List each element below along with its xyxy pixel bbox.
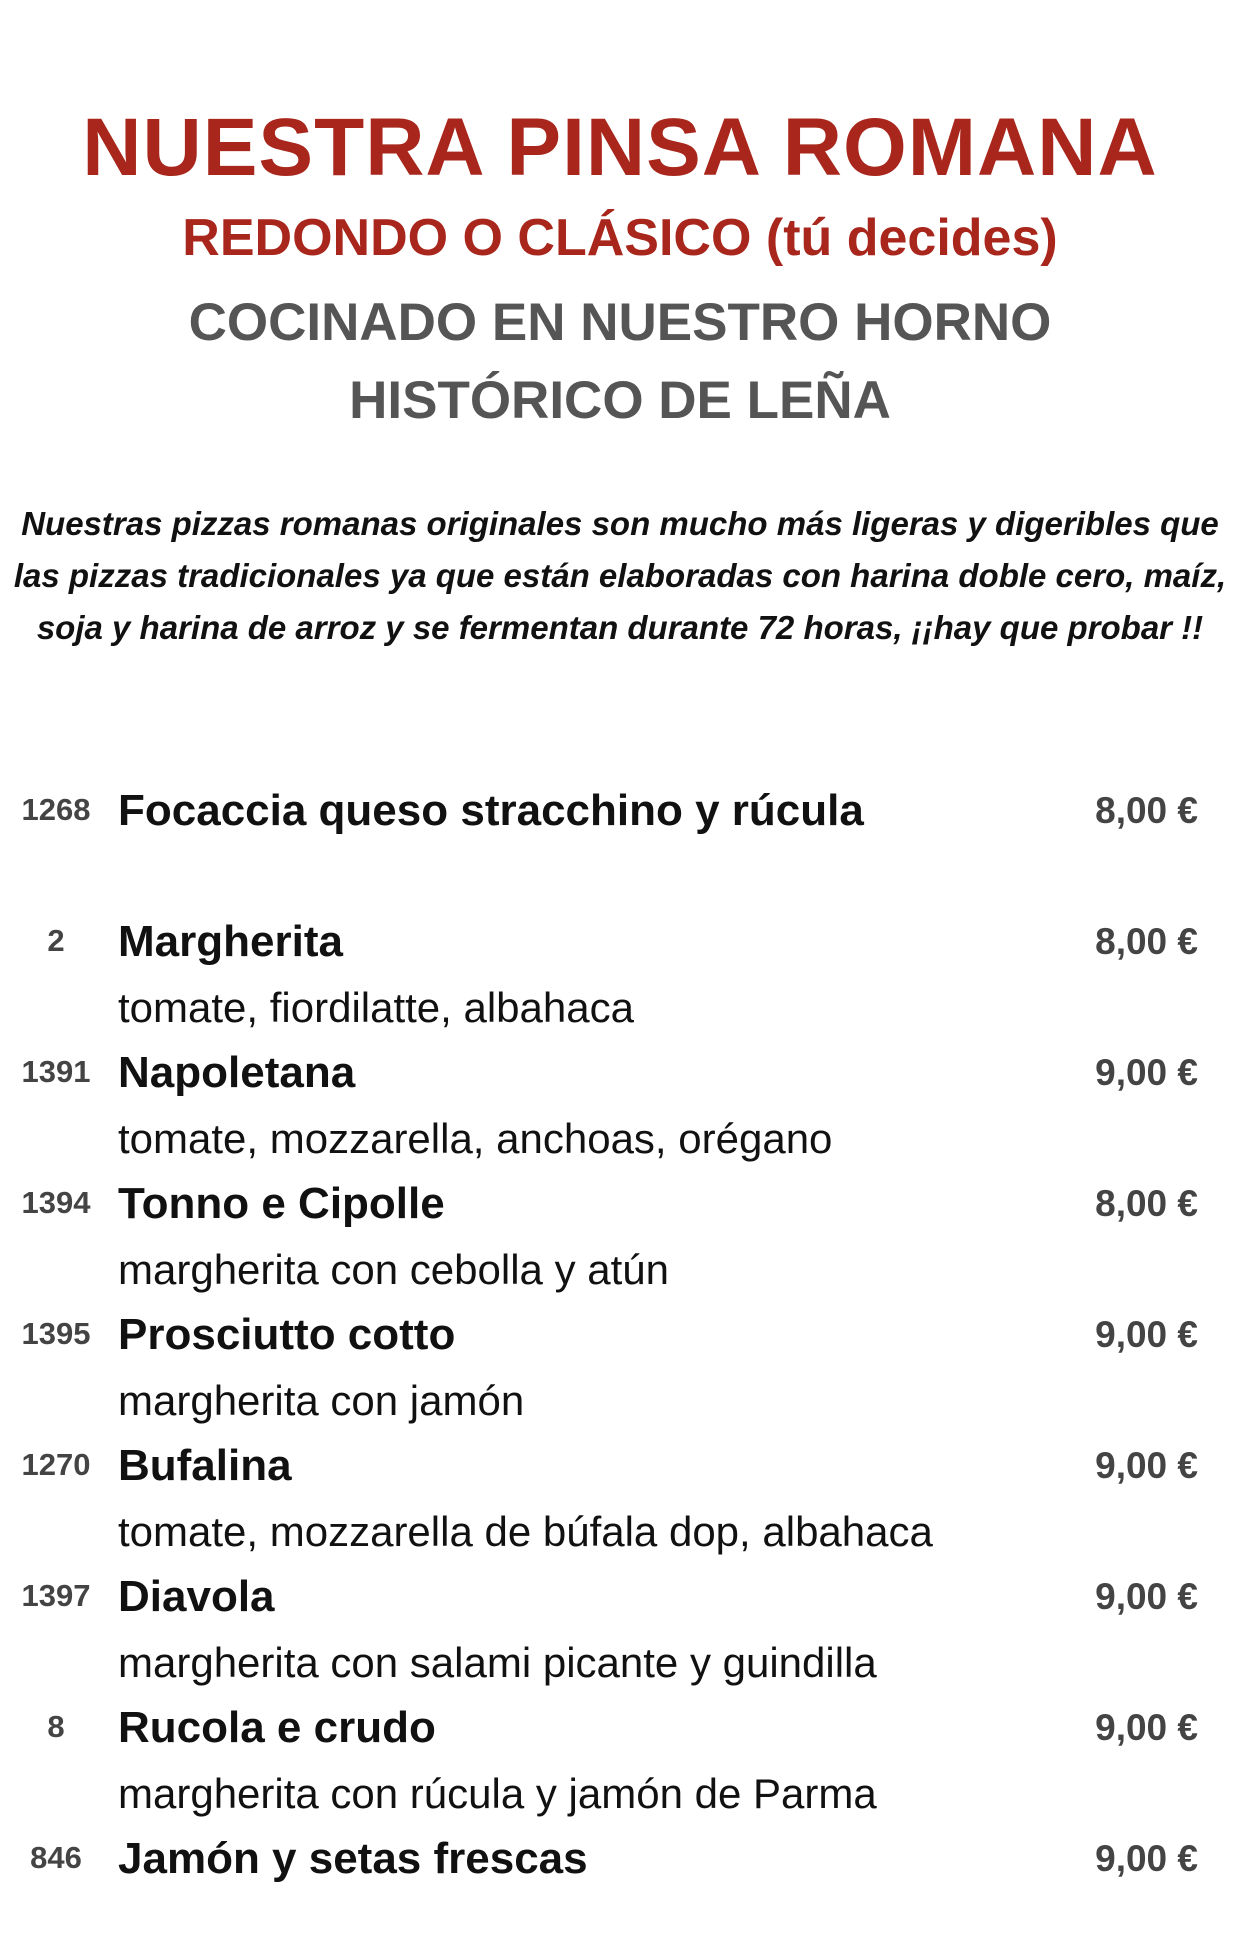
item-price: 9,00 € (1095, 1314, 1198, 1355)
item-description: tomate, mozzarella, anchoas, orégano (118, 1115, 833, 1162)
item-price: 8,00 € (1095, 921, 1198, 962)
item-name: Napoletana (118, 1048, 356, 1097)
page-subtitle: REDONDO O CLÁSICO (tú decides) (182, 209, 1058, 267)
item-code: 1395 (21, 1316, 91, 1351)
item-name: Jamón y setas frescas (118, 1834, 588, 1883)
item-price: 9,00 € (1095, 1707, 1198, 1748)
item-code: 1391 (21, 1054, 91, 1089)
item-description: margherita con jamón (118, 1377, 525, 1424)
oven-heading: COCINADO EN NUESTRO HORNO HISTÓRICO DE LEÑA (188, 293, 1052, 430)
item-code: 1397 (21, 1578, 91, 1613)
item-description: margherita con cebolla y atún (118, 1246, 669, 1293)
item-description: tomate, fiordilatte, albahaca (118, 984, 634, 1031)
page-title: NUESTRA PINSA ROMANA (82, 102, 1158, 193)
item-code: 1394 (21, 1185, 91, 1220)
intro-paragraph: Nuestras pizzas romanas originales son mucho más ligeras y digeribles que las pizzas tradicionales ya que están elaboradas con harina doble cero, maíz, soja y harina de arroz y se fermentan durante 72 horas, ¡¡hay que probar !! (13, 505, 1227, 646)
item-name: Rucola e crudo (118, 1703, 436, 1752)
item-code: 1270 (21, 1447, 91, 1482)
item-code: 8 (47, 1709, 65, 1744)
item-price: 8,00 € (1095, 790, 1198, 831)
item-name: Focaccia queso stracchino y rúcula (118, 786, 864, 835)
item-description: tomate, mozzarella de búfala dop, albahaca (118, 1508, 933, 1555)
item-price: 8,00 € (1095, 1183, 1198, 1224)
item-price: 9,00 € (1095, 1576, 1198, 1617)
item-price: 9,00 € (1095, 1838, 1198, 1879)
item-name: Bufalina (118, 1441, 292, 1490)
item-name: Diavola (118, 1572, 275, 1621)
item-description: margherita con salami picante y guindilla (118, 1639, 877, 1686)
item-code: 1268 (21, 792, 91, 827)
item-name: Tonno e Cipolle (118, 1179, 445, 1228)
item-code: 846 (30, 1840, 82, 1875)
item-code: 2 (47, 923, 65, 958)
item-name: Prosciutto cotto (118, 1310, 456, 1359)
item-description: margherita con rúcula y jamón de Parma (118, 1770, 877, 1817)
item-price: 9,00 € (1095, 1445, 1198, 1486)
item-price: 9,00 € (1095, 1052, 1198, 1093)
item-name: Margherita (118, 917, 343, 966)
